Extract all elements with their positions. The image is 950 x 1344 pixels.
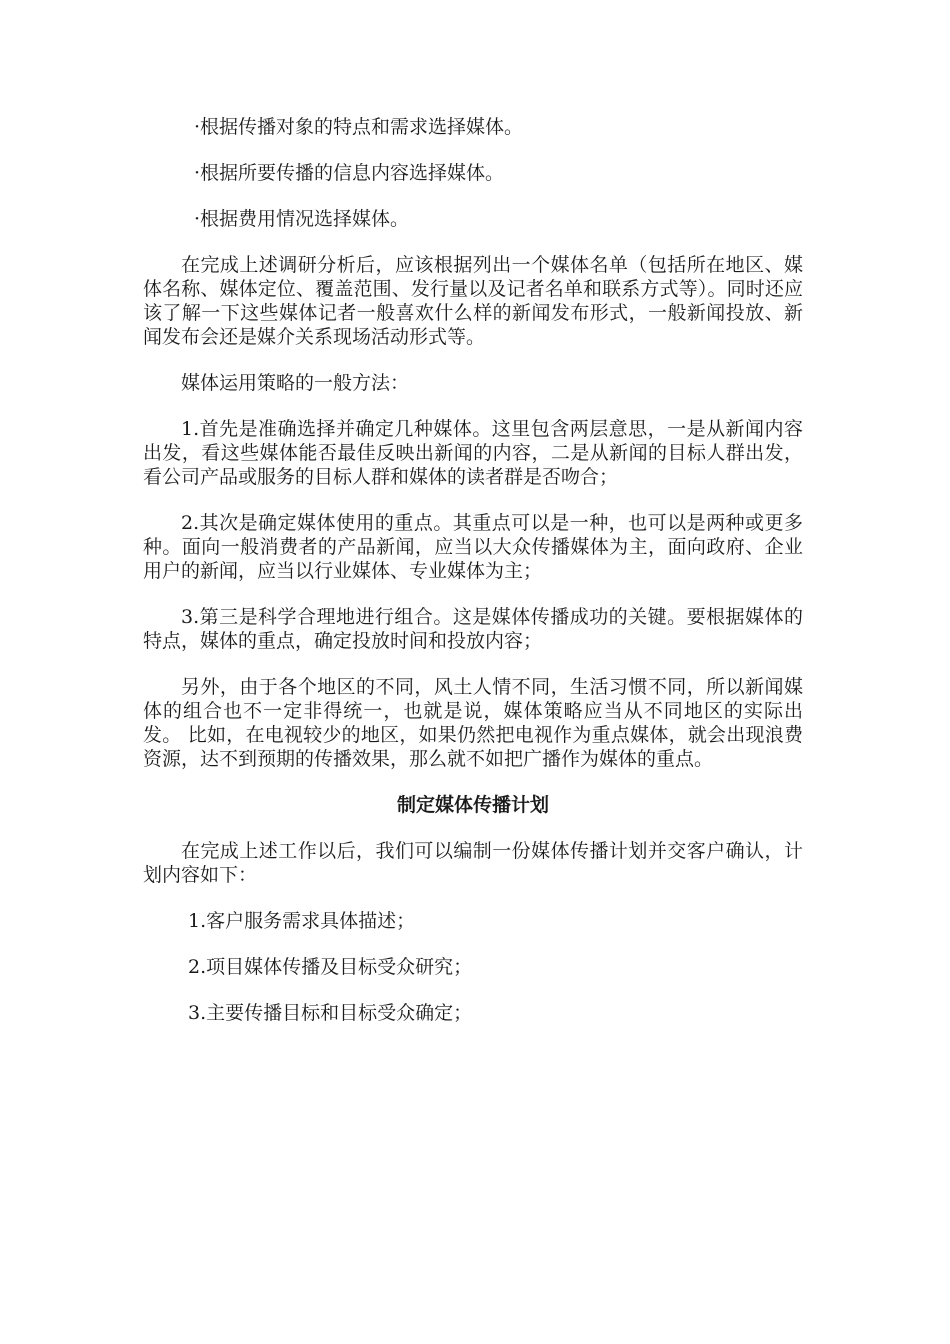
- section-heading: 制定媒体传播计划: [396, 794, 549, 816]
- paragraph-regional: 另外，由于各个地区的不同，风土人情不同，生活习惯不同，所以新闻媒体的组合也不一定非得统一，也就是说，媒体策略应当从不同地区的实际出发。 比如，在电视较少的地区，如果仍然把电视作为重点媒体，就会出现浪费资源，达不到预期的传播效果，那么就不如把广播作为媒体的重点。: [143, 676, 803, 770]
- paragraph-plan-intro: 在完成上述工作以后，我们可以编制一份媒体传播计划并交客户确认，计划内容如下：: [143, 840, 803, 886]
- paragraph-step-2: 2.其次是确定媒体使用的重点。其重点可以是一种，也可以是两种或更多种。面向一般消费者的产品新闻，应当以大众传播媒体为主，面向政府、企业用户的新闻，应当以行业媒体、专业媒体为主；: [143, 512, 803, 582]
- plan-item: 2.项目媒体传播及目标受众研究；: [188, 956, 473, 978]
- plan-item: 3.主要传播目标和目标受众确定；: [188, 1002, 473, 1024]
- plan-item: 1.客户服务需求具体描述；: [188, 910, 416, 932]
- paragraph-step-3: 3.第三是科学合理地进行组合。这是媒体传播成功的关键。要根据媒体的特点，媒体的重点，确定投放时间和投放内容；: [143, 606, 803, 652]
- paragraph-step-1: 1.首先是准确选择并确定几种媒体。这里包含两层意思，一是从新闻内容出发，看这些媒体能否最佳反映出新闻的内容，二是从新闻的目标人群出发，看公司产品或服务的目标人群和媒体的读者群是否吻合；: [143, 418, 803, 488]
- bullet-item: ·根据所要传播的信息内容选择媒体。: [194, 162, 505, 184]
- bullet-item: ·根据传播对象的特点和需求选择媒体。: [194, 116, 524, 138]
- bullet-item: ·根据费用情况选择媒体。: [194, 208, 410, 230]
- paragraph-strategy-intro: 媒体运用策略的一般方法：: [181, 372, 410, 394]
- paragraph-media-list: 在完成上述调研分析后，应该根据列出一个媒体名单（包括所在地区、媒体名称、媒体定位、覆盖范围、发行量以及记者名单和联系方式等）。同时还应该了解一下这些媒体记者一般喜欢什么样的新闻发布形式，一般新闻投放、新闻发布会还是媒介关系现场活动形式等。: [143, 254, 803, 348]
- document-page: [143, 115, 803, 1047]
